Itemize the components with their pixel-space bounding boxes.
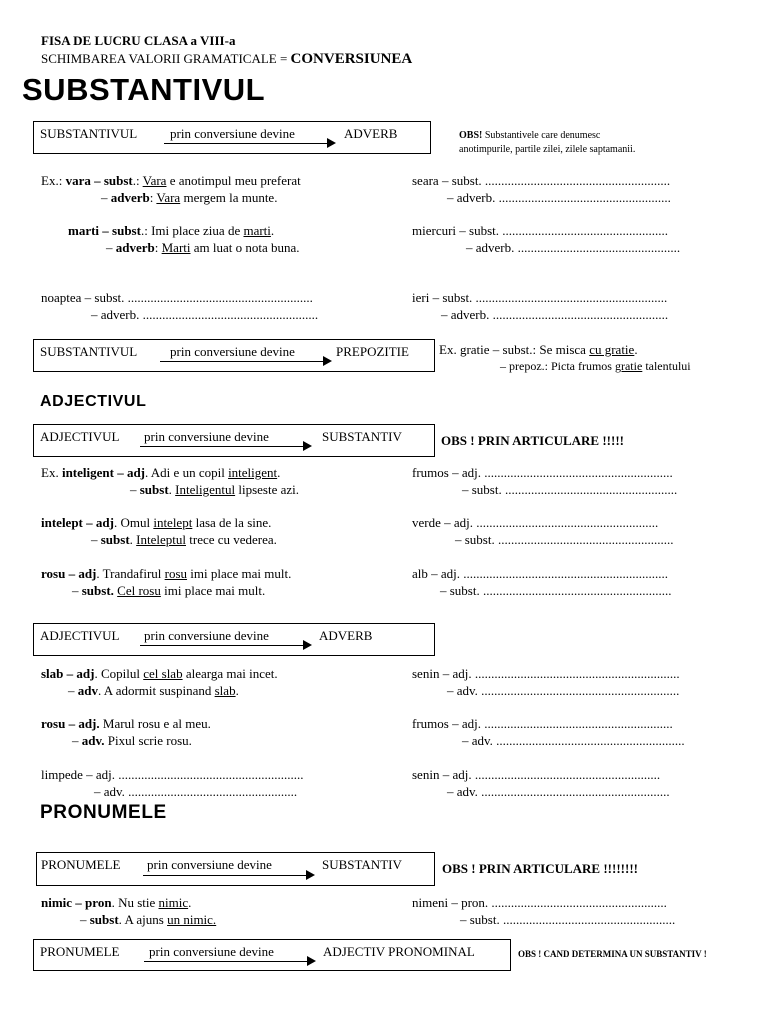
exercise-frumos-adj-2: frumos – adj. ..........................................................: [412, 716, 673, 731]
box-right-label: ADVERB: [344, 126, 398, 141]
obs-text-2: anotimpurile, partile zilei, zilele saptamanii.: [459, 144, 636, 155]
exercise-verde-adj: verde – adj. ........................................................: [412, 515, 659, 530]
exercise-senin-adv: – adv. .............................................................: [447, 683, 680, 698]
obs-determina-substantiv: OBS ! CAND DETERMINA UN SUBSTANTIV !: [518, 949, 707, 959]
worksheet-title: FISA DE LUCRU CLASA a VIII-a: [41, 33, 236, 48]
box-mid-label: prin conversiune devine: [144, 429, 269, 444]
arrow-head-icon: [327, 138, 336, 148]
exercise-senin-adj-2: senin – adj. .........................................................: [412, 767, 661, 782]
example-rosu-adv: – adv. Pixul scrie rosu.: [72, 733, 192, 748]
example-intelept-adj: intelept – adj. Omul intelept lasa de la sine.: [41, 515, 272, 530]
exercise-frumos-adj: frumos – adj. ..........................................................: [412, 465, 673, 480]
exercise-noaptea-subst: noaptea – subst. .........................................................: [41, 290, 313, 305]
conversion-box-subst-adverb: [33, 121, 431, 154]
arrow-line: [140, 645, 305, 646]
box-right-label: SUBSTANTIV: [322, 429, 402, 444]
example-inteligent-adj: Ex. inteligent – adj. Adi e un copil inteligent.: [41, 465, 281, 480]
exercise-frumos-subst: – subst. .....................................................: [462, 482, 678, 497]
box-right-label: ADJECTIV PRONOMINAL: [323, 944, 475, 959]
obs-note-1: [459, 129, 635, 157]
exercise-ieri-adverb: – adverb. ......................................................: [441, 307, 669, 322]
exercise-nimeni-pron: nimeni – pron. ......................................................: [412, 895, 667, 910]
example-rosu-subst: – subst. Cel rosu imi place mai mult.: [72, 583, 266, 598]
exercise-miercuri-adverb: – adverb. ..................................................: [466, 240, 681, 255]
example-gratie-subst: Ex. gratie – subst.: Se misca cu gratie.: [439, 342, 638, 357]
arrow-line: [140, 446, 305, 447]
conversion-box-subst-prepozitie: [33, 339, 435, 372]
exercise-limpede-adj: limpede – adj. .........................................................: [41, 767, 304, 782]
box-left-label: SUBSTANTIVUL: [40, 126, 138, 141]
arrow-head-icon: [303, 640, 312, 650]
exercise-seara-subst: seara – subst. .........................................................: [412, 173, 671, 188]
conversion-box-adj-adverb: [33, 623, 435, 656]
obs-articulare-pron: OBS ! PRIN ARTICULARE !!!!!!!!: [442, 861, 638, 876]
exercise-miercuri-subst: miercuri – subst. ...................................................: [412, 223, 669, 238]
box-right-label: ADVERB: [319, 628, 373, 643]
box-mid-label: prin conversiune devine: [170, 344, 295, 359]
exercise-noaptea-adverb: – adverb. ......................................................: [91, 307, 319, 322]
example-rosu-adj-2: rosu – adj. Marul rosu e al meu.: [41, 716, 211, 731]
obs-label: OBS!: [459, 130, 483, 141]
box-mid-label: prin conversiune devine: [170, 126, 295, 141]
conversion-box-adj-subst: [33, 424, 435, 457]
obs-text-1: Substantivele care denumesc: [482, 130, 601, 141]
box-left-label: PRONUMELE: [41, 857, 121, 872]
box-left-label: PRONUMELE: [40, 944, 120, 959]
exercise-alb-subst: – subst. ..........................................................: [440, 583, 672, 598]
arrow-line: [143, 875, 308, 876]
section-title-substantivul: SUBSTANTIVUL: [22, 72, 266, 107]
box-left-label: ADJECTIVUL: [40, 628, 120, 643]
example-marti-adverb: – adverb: Marti am luat o nota buna.: [106, 240, 300, 255]
arrow-head-icon: [307, 956, 316, 966]
example-inteligent-subst: – subst. Inteligentul lipseste azi.: [130, 482, 300, 497]
example-nimic-pron: nimic – pron. Nu stie nimic.: [41, 895, 192, 910]
exercise-senin-adj: senin – adj. ...............................................................: [412, 666, 680, 681]
arrow-head-icon: [306, 870, 315, 880]
arrow-head-icon: [303, 441, 312, 451]
exercise-limpede-adv: – adv. ....................................................: [94, 784, 298, 799]
example-vara-subst: Ex.: vara – subst.: Vara e anotimpul meu preferat: [41, 173, 301, 188]
example-nimic-subst: – subst. A ajuns un nimic.: [80, 912, 217, 927]
exercise-ieri-subst: ieri – subst. ...........................................................: [412, 290, 668, 305]
subtitle-prefix: SCHIMBAREA VALORII GRAMATICALE =: [41, 51, 291, 66]
exercise-nimeni-subst: – subst. .....................................................: [460, 912, 676, 927]
arrow-line: [144, 961, 309, 962]
example-rosu-adj: rosu – adj. Trandafirul rosu imi place mai mult.: [41, 566, 292, 581]
box-mid-label: prin conversiune devine: [149, 944, 274, 959]
section-title-pronumele: PRONUMELE: [40, 802, 167, 823]
box-right-label: SUBSTANTIV: [322, 857, 402, 872]
example-vara-adverb: – adverb: Vara mergem la munte.: [101, 190, 278, 205]
arrow-head-icon: [323, 356, 332, 366]
exercise-seara-adverb: – adverb. .....................................................: [447, 190, 671, 205]
example-slab-adv: – adv. A adormit suspinand slab.: [68, 683, 239, 698]
example-intelept-subst: – subst. Inteleptul trece cu vederea.: [91, 532, 277, 547]
box-mid-label: prin conversiune devine: [147, 857, 272, 872]
box-left-label: SUBSTANTIVUL: [40, 344, 138, 359]
exercise-verde-subst: – subst. ......................................................: [455, 532, 674, 547]
subtitle-bold: CONVERSIUNEA: [290, 51, 413, 67]
exercise-frumos-adv: – adv. ..........................................................: [462, 733, 685, 748]
obs-articulare-adj: OBS ! PRIN ARTICULARE !!!!!: [441, 433, 624, 448]
conversion-box-pron-subst: [36, 852, 435, 886]
box-mid-label: prin conversiune devine: [144, 628, 269, 643]
conversion-box-pron-adj: [33, 939, 511, 971]
worksheet-subtitle: [41, 51, 412, 68]
arrow-line: [164, 143, 329, 144]
example-marti-subst: marti – subst.: Imi place ziua de marti.: [68, 223, 275, 238]
exercise-alb-adj: alb – adj. ...............................................................: [412, 566, 669, 581]
exercise-senin-adv-2: – adv. ..........................................................: [447, 784, 670, 799]
example-slab-adj: slab – adj. Copilul cel slab alearga mai incet.: [41, 666, 278, 681]
section-title-adjectivul: ADJECTIVUL: [40, 393, 147, 410]
arrow-line: [160, 361, 325, 362]
box-right-label: PREPOZITIE: [336, 344, 409, 359]
box-left-label: ADJECTIVUL: [40, 429, 120, 444]
example-gratie-prepoz: – prepoz.: Picta frumos gratie talentului: [500, 359, 691, 373]
